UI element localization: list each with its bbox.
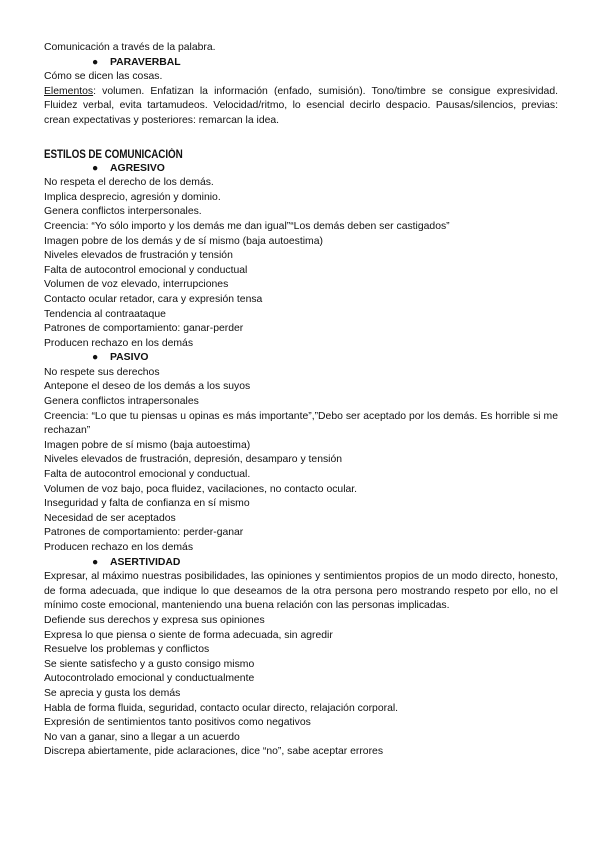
list-item: Volumen de voz elevado, interrupciones [44, 279, 229, 291]
list-item: Falta de autocontrol emocional y conductual. [44, 469, 251, 481]
section-title-paraverbal: PARAVERBAL [110, 56, 181, 68]
list-item: No respeta el derecho de los demás. [44, 177, 214, 189]
intro-como: Cómo se dicen las cosas. [44, 71, 163, 83]
list-item: Inseguridad y falta de confianza en sí mismo [44, 498, 250, 510]
list-item: Tendencia al contraataque [44, 308, 166, 320]
list-item: Volumen de voz bajo, poca fluidez, vacilaciones, no contacto ocular. [44, 483, 358, 495]
bullet-pasivo [44, 351, 558, 366]
list-item: Resuelve los problemas y conflictos [44, 644, 210, 656]
bullet-asertividad [44, 556, 558, 571]
pasivo-creencia: Creencia: “Lo que tu piensas u opinas es más importante”,”Debo ser aceptado por los demás. Es horrible si me rechazan” [44, 410, 558, 437]
elementos-text: : volumen. Enfatizan la información (enfado, sumisión). Tono/timbre se consigue expresividad. Fluidez verbal, evita tartamudeos. Velocidad/ritmo, lo esencial decirlo despacio. Pausas/silencios, previas: crean expectativas y posteriores: remarcan la idea. [44, 85, 558, 126]
elementos-paragraph [44, 85, 558, 129]
list-item: Defiende sus derechos y expresa sus opiniones [44, 614, 265, 626]
list-item: Genera conflictos intrapersonales [44, 396, 199, 408]
bullet-agresivo [44, 162, 558, 177]
intro-line: Comunicación a través de la palabra. [44, 42, 216, 53]
bullet-paraverbal [44, 56, 558, 71]
section-title-asertividad: ASERTIVIDAD [110, 556, 181, 568]
list-item: Discrepa abiertamente, pide aclaraciones, dice “no”, sabe aceptar errores [44, 746, 384, 758]
asertividad-paragraph: Expresar, al máximo nuestras posibilidades, las opiniones y sentimientos propios de un modo directo, honesto, de forma adecuada, que indique lo que deseamos de la otra persona pero mostrando respeto por ello, no el mínimo coste emocional, manteniendo una buena relación con las personas implicadas. [44, 571, 558, 612]
list-item: Patrones de comportamiento: ganar-perder [44, 323, 244, 335]
list-item: No van a ganar, sino a llegar a un acuerdo [44, 731, 240, 743]
list-item: Se siente satisfecho y a gusto consigo mismo [44, 658, 255, 670]
list-item: Niveles elevados de frustración, depresión, desamparo y tensión [44, 454, 343, 466]
list-item: Producen rechazo en los demás [44, 337, 194, 349]
list-item: Creencia: “Yo sólo importo y los demás me dan igual”“Los demás deben ser castigados” [44, 220, 450, 232]
list-item: Falta de autocontrol emocional y conductual [44, 264, 248, 276]
document-body [44, 41, 558, 760]
section-title-pasivo: PASIVO [110, 352, 149, 364]
list-item: Expresión de sentimientos tanto positivos como negativos [44, 717, 311, 729]
list-item: Imagen pobre de sí mismo (baja autoestima) [44, 439, 251, 451]
bullet-icon: ● [92, 56, 99, 68]
section-title-agresivo: AGRESIVO [110, 162, 165, 174]
bullet-icon: ● [92, 556, 99, 568]
list-item: Necesidad de ser aceptados [44, 512, 176, 524]
list-item: Imagen pobre de los demás y de sí mismo (baja autoestima) [44, 235, 323, 247]
list-item: No respete sus derechos [44, 366, 160, 378]
list-item: Contacto ocular retador, cara y expresión tensa [44, 293, 263, 305]
bullet-icon: ● [92, 162, 99, 174]
list-item: Niveles elevados de frustración y tensión [44, 250, 233, 262]
list-item: Autocontrolado emocional y conductualmente [44, 673, 255, 685]
list-item: Genera conflictos interpersonales. [44, 206, 202, 218]
bullet-icon: ● [92, 352, 99, 364]
list-item: Producen rechazo en los demás [44, 542, 194, 553]
list-item: Patrones de comportamiento: perder-ganar [44, 527, 244, 539]
page-heading: ESTILOS DE COMUNICACIÓN [44, 148, 183, 161]
list-item: Se aprecia y gusta los demás [44, 687, 181, 699]
elementos-label: Elementos [44, 85, 94, 97]
list-item: Habla de forma fluida, seguridad, contacto ocular directo, relajación corporal. [44, 702, 399, 714]
list-item: Antepone el deseo de los demás a los suyos [44, 381, 251, 393]
list-item: Implica desprecio, agresión y dominio. [44, 191, 221, 203]
list-item: Expresa lo que piensa o siente de forma adecuada, sin agredir [44, 629, 333, 641]
